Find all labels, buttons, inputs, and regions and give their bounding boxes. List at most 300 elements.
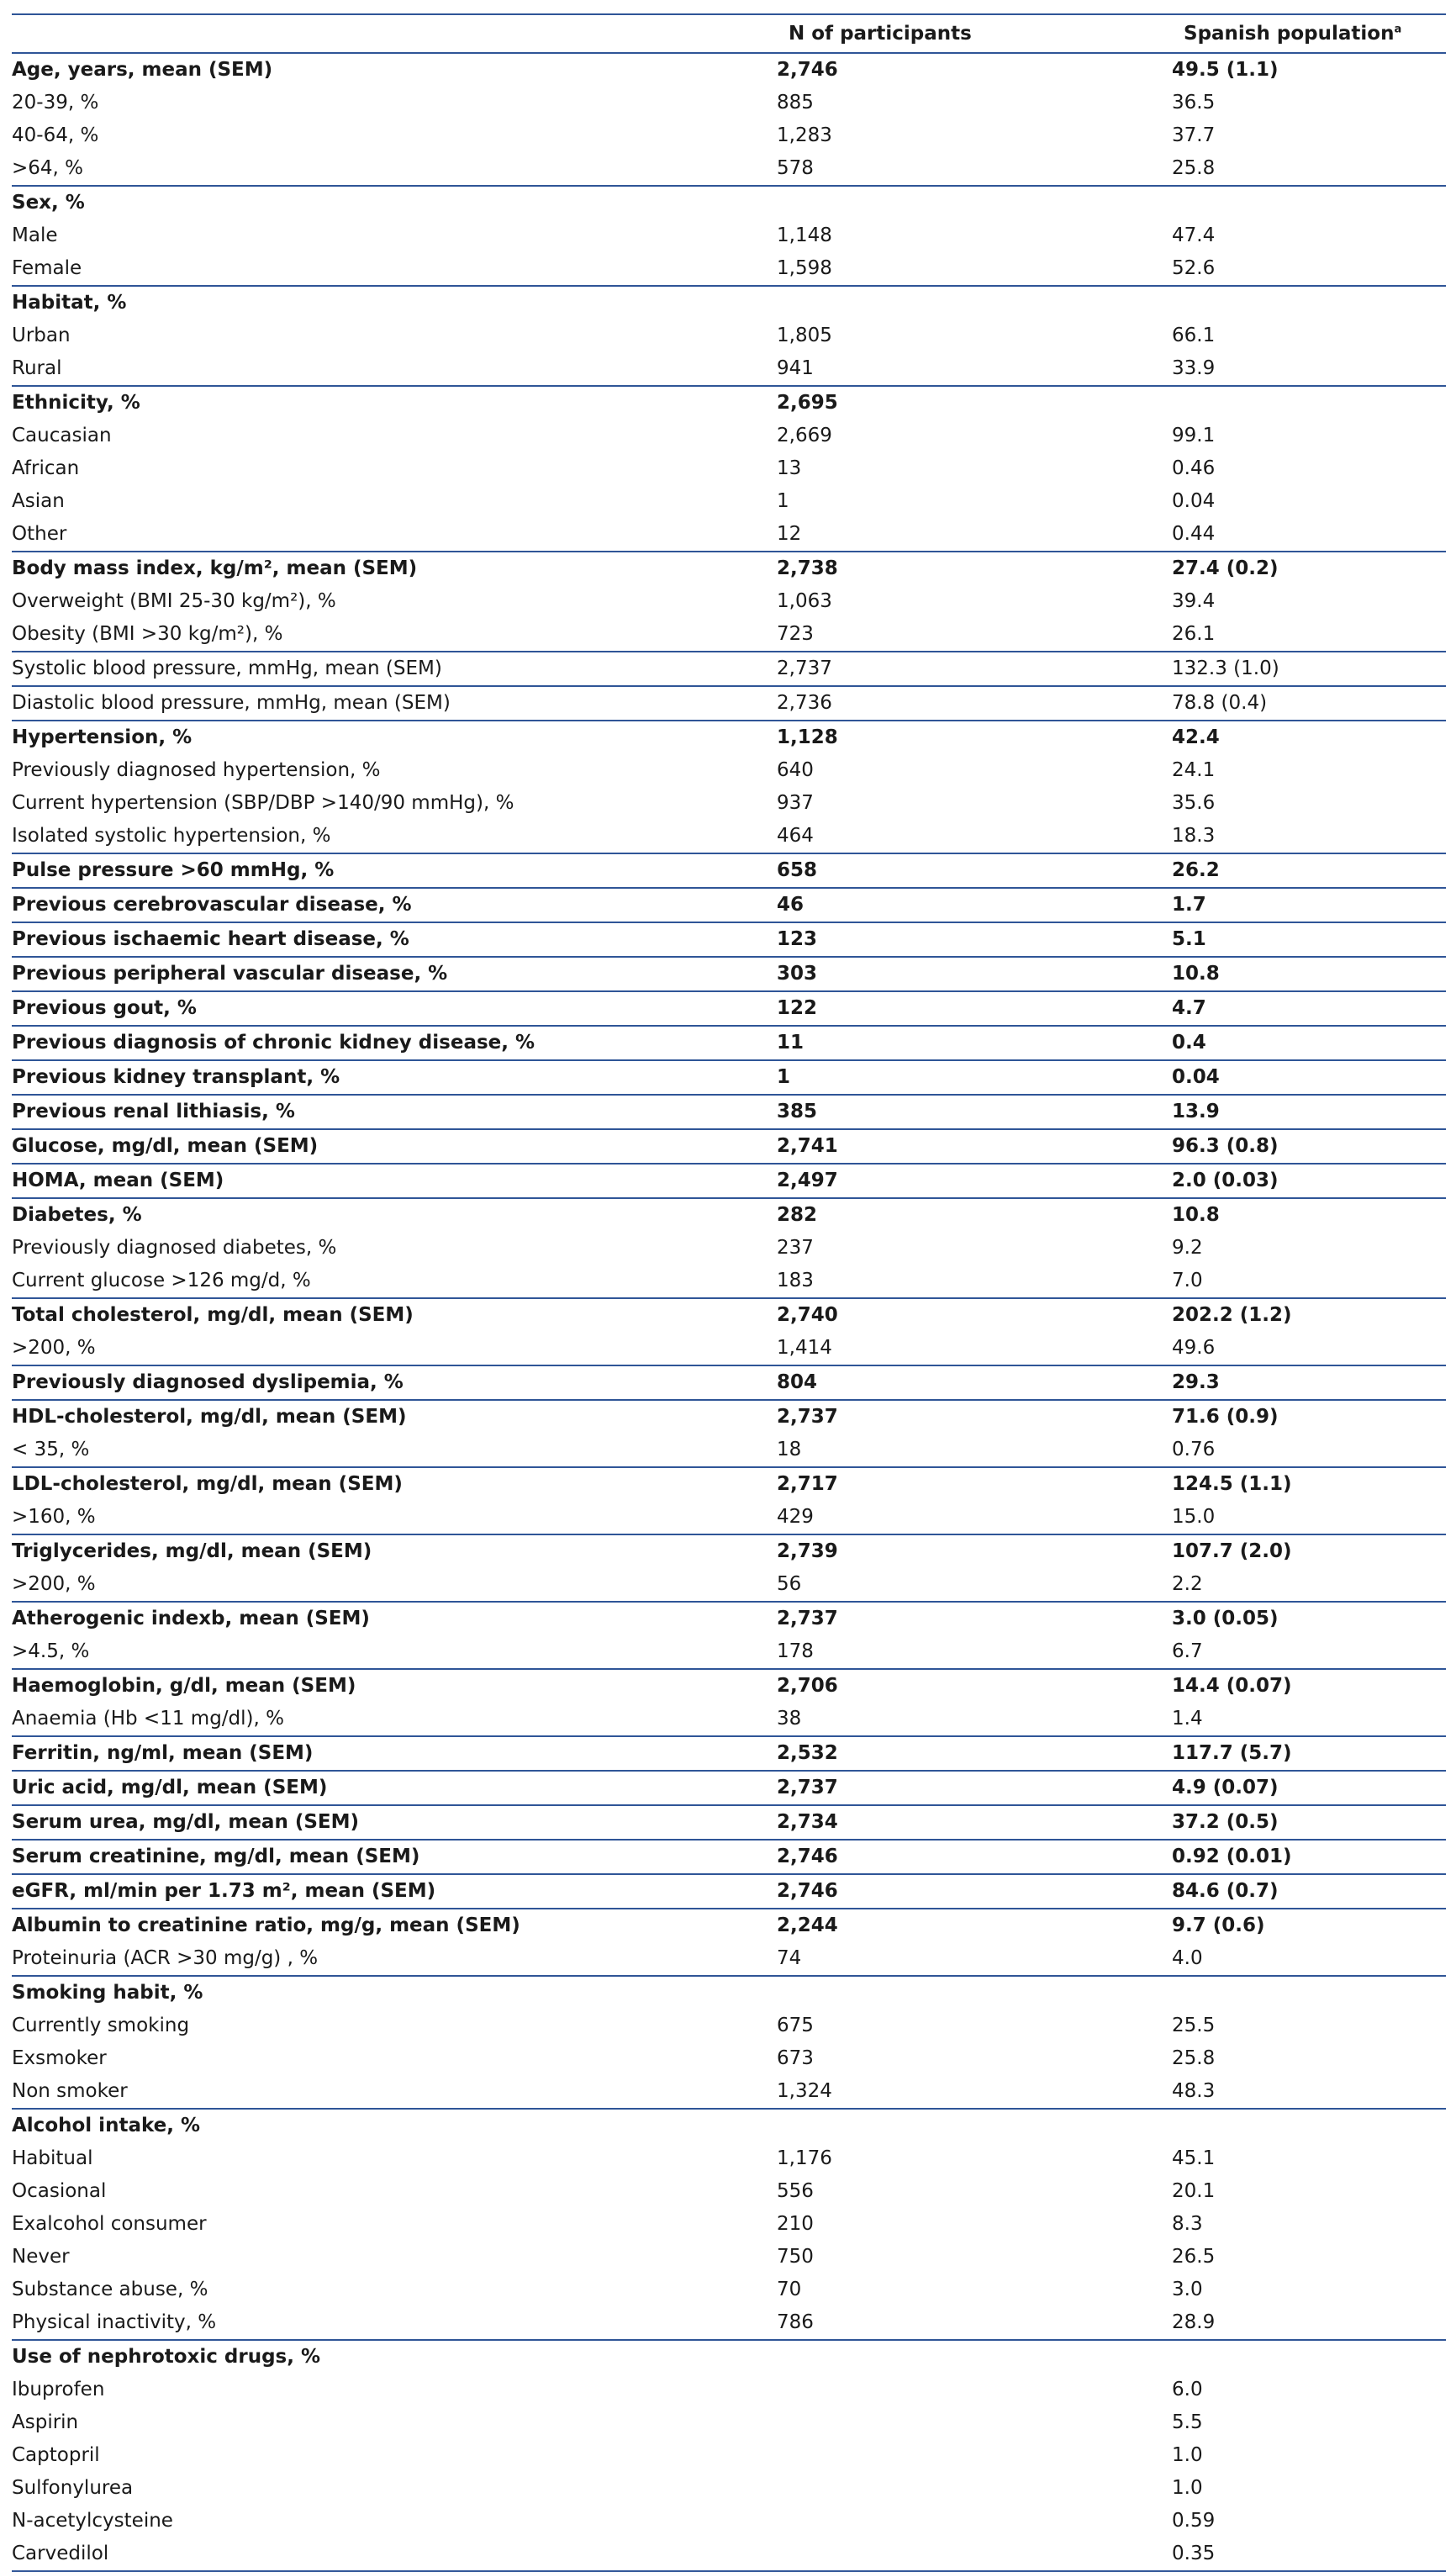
row-label: Alcohol intake, %	[12, 2109, 777, 2142]
spanish-population-value: 7.0	[1172, 1270, 1203, 1291]
spanish-population-value: 13.9	[1172, 1095, 1446, 1129]
n-participants-value: 123	[777, 922, 1172, 957]
row-label: Previous kidney transplant, %	[12, 1060, 777, 1095]
row-label: Proteinuria (ACR >30 mg/g) , %	[12, 1947, 319, 1969]
spanish-population-value: 78.8 (0.4)	[1172, 686, 1446, 721]
row-label: Habitat, %	[12, 286, 777, 320]
spanish-population-value: 26.1	[1172, 623, 1216, 645]
n-participants-value: 1,805	[777, 325, 832, 346]
row-label: Captopril	[12, 2444, 100, 2466]
row-label: Habitual	[12, 2147, 93, 2169]
spanish-population-value	[1172, 386, 1446, 420]
row-label: 20-39, %	[12, 92, 99, 114]
n-participants-value: 2,737	[777, 652, 1172, 686]
table-row	[12, 1026, 1446, 1060]
n-participants-value: 2,737	[777, 1602, 1172, 1635]
row-label: Ocasional	[12, 2180, 107, 2202]
n-participants-value: 2,497	[777, 1164, 1172, 1198]
row-label: Physical inactivity, %	[12, 2311, 217, 2333]
table-row	[12, 618, 1446, 652]
table-row	[12, 1635, 1446, 1669]
table-row	[12, 352, 1446, 386]
n-participants-value: 1	[777, 1060, 1172, 1095]
table-row	[12, 252, 1446, 286]
spanish-population-value: 6.7	[1172, 1640, 1203, 1662]
spanish-population-value: 96.3 (0.8)	[1172, 1129, 1446, 1164]
n-participants-value: 18	[777, 1439, 802, 1460]
row-label: N-acetylcysteine	[12, 2510, 173, 2532]
spanish-population-value: 35.6	[1172, 792, 1216, 814]
table-row	[12, 820, 1446, 853]
table-row	[12, 2538, 1446, 2571]
spanish-population-value: 49.5 (1.1)	[1172, 59, 1279, 81]
n-participants-value	[777, 2538, 1172, 2571]
table-row	[12, 1365, 1446, 1400]
spanish-population-value: 10.8	[1172, 957, 1446, 991]
row-label: HDL-cholesterol, mg/dl, mean (SEM)	[12, 1400, 777, 1434]
row-label: Overweight (BMI 25-30 kg/m²), %	[12, 590, 336, 612]
spanish-population-value: 9.2	[1172, 1237, 1203, 1259]
table-row	[12, 1298, 1446, 1332]
n-participants-value: 2,717	[777, 1467, 1172, 1501]
n-participants-value	[777, 2340, 1172, 2374]
table-row	[12, 119, 1446, 152]
table-row	[12, 1602, 1446, 1635]
row-label: Previous peripheral vascular disease, %	[12, 957, 777, 991]
n-participants-value: 282	[777, 1198, 1172, 1232]
spanish-population-value: 1.4	[1172, 1708, 1203, 1730]
spanish-population-value: 10.8	[1172, 1198, 1446, 1232]
row-label: Carvedilol	[12, 2538, 777, 2571]
table-row	[12, 452, 1446, 485]
spanish-population-value: 99.1	[1172, 425, 1216, 446]
table-row	[12, 1164, 1446, 1198]
table-row	[12, 1976, 1446, 2010]
row-label: Systolic blood pressure, mmHg, mean (SEM)	[12, 652, 777, 686]
n-participants-value: 2,740	[777, 1298, 1172, 1332]
row-label: Substance abuse, %	[12, 2279, 208, 2300]
table-row	[12, 585, 1446, 618]
n-participants-value: 2,746	[777, 1840, 1172, 1874]
n-participants-value: 2,741	[777, 1129, 1172, 1164]
table-row	[12, 420, 1446, 452]
table-row	[12, 1736, 1446, 1771]
spanish-population-value: 8.3	[1172, 2213, 1203, 2235]
header-label-column	[12, 14, 777, 53]
table-row	[12, 1942, 1446, 1976]
header-row	[12, 14, 1446, 53]
n-participants-value	[777, 1976, 1172, 2010]
spanish-population-value: 6.0	[1172, 2379, 1203, 2400]
table-row	[12, 991, 1446, 1026]
spanish-population-value: 20.1	[1172, 2180, 1216, 2202]
table-row	[12, 2406, 1446, 2439]
table-row	[12, 1400, 1446, 1434]
row-label: Previously diagnosed dyslipemia, %	[12, 1365, 777, 1400]
n-participants-value: 1,598	[777, 257, 832, 279]
spanish-population-value: 48.3	[1172, 2080, 1216, 2102]
row-label: Rural	[12, 357, 62, 379]
spanish-population-value: 24.1	[1172, 759, 1216, 781]
table-row	[12, 2075, 1446, 2109]
table-row	[12, 2241, 1446, 2274]
characteristics-table	[12, 13, 1446, 2572]
n-participants-value: 640	[777, 759, 814, 781]
spanish-population-value: 52.6	[1172, 257, 1216, 279]
spanish-population-value: 107.7 (2.0)	[1172, 1534, 1446, 1568]
table-row	[12, 1534, 1446, 1568]
table-row	[12, 922, 1446, 957]
n-participants-value: 658	[777, 853, 1172, 888]
n-participants-value	[777, 286, 1172, 320]
spanish-population-value: 26.2	[1172, 853, 1446, 888]
row-label: Previous ischaemic heart disease, %	[12, 922, 777, 957]
table-row	[12, 1501, 1446, 1534]
row-label: Uric acid, mg/dl, mean (SEM)	[12, 1771, 777, 1805]
table-row	[12, 2306, 1446, 2340]
n-participants-value: 2,739	[777, 1534, 1172, 1568]
spanish-population-value: 25.8	[1172, 2047, 1216, 2069]
table-row	[12, 2274, 1446, 2306]
table-row	[12, 2175, 1446, 2208]
n-participants-value: 2,244	[777, 1909, 1172, 1942]
row-label: Caucasian	[12, 425, 112, 446]
table-header	[12, 14, 1446, 53]
row-label: Previous gout, %	[12, 991, 777, 1026]
n-participants-value: 46	[777, 888, 1172, 922]
n-participants-value	[777, 2406, 1172, 2439]
n-participants-value: 429	[777, 1506, 814, 1528]
row-label: Atherogenic indexb, mean (SEM)	[12, 1602, 777, 1635]
row-label: Male	[12, 224, 58, 246]
table-row	[12, 1232, 1446, 1265]
row-label: Current hypertension (SBP/DBP >140/90 mmHg), %	[12, 792, 514, 814]
n-participants-value: 2,737	[777, 1400, 1172, 1434]
n-participants-value: 2,746	[777, 1874, 1172, 1909]
table-row	[12, 219, 1446, 252]
n-participants-value: 2,695	[777, 386, 1172, 420]
row-label: Non smoker	[12, 2080, 128, 2102]
n-participants-value: 11	[777, 1026, 1172, 1060]
n-participants-value: 2,734	[777, 1805, 1172, 1840]
spanish-population-value: 37.2 (0.5)	[1172, 1805, 1446, 1840]
row-label: Previously diagnosed hypertension, %	[12, 759, 381, 781]
n-participants-value: 1,128	[777, 721, 1172, 754]
n-participants-value	[777, 2472, 1172, 2505]
n-participants-value: 1,063	[777, 590, 832, 612]
n-participants-value: 1,283	[777, 124, 832, 146]
n-participants-value: 2,738	[777, 552, 1172, 585]
table-row	[12, 787, 1446, 820]
spanish-population-value: 0.92 (0.01)	[1172, 1840, 1446, 1874]
n-participants-value: 56	[777, 1573, 802, 1595]
table-row	[12, 2472, 1446, 2505]
n-participants-value: 2,746	[777, 59, 838, 81]
spanish-population-value: 124.5 (1.1)	[1172, 1467, 1446, 1501]
n-participants-value: 2,532	[777, 1736, 1172, 1771]
n-participants-value: 937	[777, 792, 814, 814]
n-participants-value	[777, 2439, 1172, 2472]
table-row	[12, 2109, 1446, 2142]
row-label: Urban	[12, 325, 71, 346]
spanish-population-value	[1172, 186, 1446, 219]
table-row	[12, 1703, 1446, 1736]
n-participants-value: 13	[777, 457, 802, 479]
row-label: Serum creatinine, mg/dl, mean (SEM)	[12, 1840, 777, 1874]
n-participants-value: 941	[777, 357, 814, 379]
row-label: Sex, %	[12, 186, 777, 219]
row-label: Serum urea, mg/dl, mean (SEM)	[12, 1805, 777, 1840]
n-participants-value: 303	[777, 957, 1172, 991]
table-row	[12, 485, 1446, 518]
spanish-population-value: 9.7 (0.6)	[1172, 1909, 1446, 1942]
row-label: Diabetes, %	[12, 1198, 777, 1232]
n-participants-value	[777, 2374, 1172, 2406]
n-participants-value: 675	[777, 2015, 814, 2036]
spanish-population-value: 15.0	[1172, 1506, 1216, 1528]
n-participants-value	[777, 2109, 1172, 2142]
row-label: African	[12, 457, 80, 479]
spanish-population-value: 1.0	[1172, 2444, 1203, 2466]
row-label: Previous diagnosis of chronic kidney disease, %	[12, 1026, 777, 1060]
spanish-population-value: 0.46	[1172, 457, 1216, 479]
table-row	[12, 53, 1446, 87]
spanish-population-value: 0.76	[1172, 1439, 1216, 1460]
spanish-population-value: 36.5	[1172, 92, 1216, 114]
n-participants-value: 183	[777, 1270, 814, 1291]
spanish-population-value: 27.4 (0.2)	[1172, 552, 1446, 585]
n-participants-value: 1,324	[777, 2080, 832, 2102]
n-participants-value: 2,736	[777, 686, 1172, 721]
n-participants-value: 2,706	[777, 1669, 1172, 1703]
row-label: >160, %	[12, 1506, 96, 1528]
table-row	[12, 1568, 1446, 1602]
row-label: Previous renal lithiasis, %	[12, 1095, 777, 1129]
table-row	[12, 320, 1446, 352]
spanish-population-value: 3.0 (0.05)	[1172, 1602, 1446, 1635]
spanish-population-value: 132.3 (1.0)	[1172, 652, 1446, 686]
spanish-population-value: 71.6 (0.9)	[1172, 1400, 1446, 1434]
n-participants-value: 1,414	[777, 1337, 832, 1359]
header-spanish-footnote-mark: a	[1394, 23, 1402, 36]
row-label: Obesity (BMI >30 kg/m²), %	[12, 623, 283, 645]
table-row	[12, 2439, 1446, 2472]
row-label: Haemoglobin, g/dl, mean (SEM)	[12, 1669, 777, 1703]
table-row	[12, 2340, 1446, 2374]
spanish-population-value: 4.9 (0.07)	[1172, 1771, 1446, 1805]
table-row	[12, 2505, 1446, 2538]
n-participants-value: 385	[777, 1095, 1172, 1129]
row-label: >200, %	[12, 1337, 96, 1359]
row-label: Use of nephrotoxic drugs, %	[12, 2340, 777, 2374]
table-row	[12, 1198, 1446, 1232]
table-row	[12, 888, 1446, 922]
spanish-population-value: 49.6	[1172, 1337, 1216, 1359]
n-participants-value: 210	[777, 2213, 814, 2235]
spanish-population-value: 26.5	[1172, 2246, 1216, 2268]
spanish-population-value: 3.0	[1172, 2279, 1203, 2300]
n-participants-value: 237	[777, 1237, 814, 1259]
row-label: Sulfonylurea	[12, 2477, 134, 2499]
header-n-participants: N of participants	[777, 14, 1172, 53]
table-row	[12, 1095, 1446, 1129]
spanish-population-value: 0.04	[1172, 1060, 1446, 1095]
n-participants-value: 464	[777, 825, 814, 847]
table-row	[12, 652, 1446, 686]
table-row	[12, 1434, 1446, 1467]
spanish-population-value: 45.1	[1172, 2147, 1216, 2169]
row-label: LDL-cholesterol, mg/dl, mean (SEM)	[12, 1467, 777, 1501]
table-row	[12, 957, 1446, 991]
spanish-population-value: 202.2 (1.2)	[1172, 1298, 1446, 1332]
table-row	[12, 1909, 1446, 1942]
spanish-population-value: 18.3	[1172, 825, 1216, 847]
spanish-population-value: 14.4 (0.07)	[1172, 1669, 1446, 1703]
spanish-population-value: 33.9	[1172, 357, 1216, 379]
n-participants-value: 12	[777, 523, 802, 545]
n-participants-value: 178	[777, 1640, 814, 1662]
spanish-population-value: 1.7	[1172, 888, 1446, 922]
n-participants-value: 1,176	[777, 2147, 832, 2169]
row-label: Albumin to creatinine ratio, mg/g, mean (SEM)	[12, 1909, 777, 1942]
row-label: Body mass index, kg/m², mean (SEM)	[12, 552, 777, 585]
row-label: Ethnicity, %	[12, 386, 777, 420]
spanish-population-value: 0.4	[1172, 1026, 1446, 1060]
n-participants-value: 2,737	[777, 1771, 1172, 1805]
spanish-population-value	[1172, 286, 1446, 320]
row-label: < 35, %	[12, 1439, 90, 1460]
row-label: Ferritin, ng/ml, mean (SEM)	[12, 1736, 777, 1771]
table-row	[12, 2374, 1446, 2406]
table-row	[12, 2208, 1446, 2241]
table-row	[12, 552, 1446, 585]
table-row	[12, 518, 1446, 552]
row-label: >200, %	[12, 1573, 96, 1595]
row-label: Ibuprofen	[12, 2379, 105, 2400]
n-participants-value: 2,669	[777, 425, 832, 446]
table-row	[12, 754, 1446, 787]
n-participants-value: 1	[777, 490, 789, 512]
table-row	[12, 2042, 1446, 2075]
table-row	[12, 1060, 1446, 1095]
table-row	[12, 1840, 1446, 1874]
n-participants-value: 38	[777, 1708, 802, 1730]
spanish-population-value: 47.4	[1172, 224, 1216, 246]
spanish-population-value: 66.1	[1172, 325, 1216, 346]
row-label: Total cholesterol, mg/dl, mean (SEM)	[12, 1298, 777, 1332]
table-row	[12, 1332, 1446, 1365]
row-label: Diastolic blood pressure, mmHg, mean (SEM)	[12, 686, 777, 721]
table-row	[12, 152, 1446, 186]
spanish-population-value	[1172, 1976, 1446, 2010]
table-row	[12, 386, 1446, 420]
n-participants-value: 673	[777, 2047, 814, 2069]
n-participants-value: 723	[777, 623, 814, 645]
row-label: Triglycerides, mg/dl, mean (SEM)	[12, 1534, 777, 1568]
spanish-population-value: 25.8	[1172, 157, 1216, 179]
table-row	[12, 1467, 1446, 1501]
row-label: Previous cerebrovascular disease, %	[12, 888, 777, 922]
n-participants-value: 74	[777, 1947, 802, 1969]
n-participants-value: 804	[777, 1365, 1172, 1400]
spanish-population-value: 37.7	[1172, 124, 1216, 146]
row-label: Asian	[12, 490, 65, 512]
spanish-population-value	[1172, 2109, 1446, 2142]
row-label: Currently smoking	[12, 2015, 190, 2036]
row-label: Smoking habit, %	[12, 1976, 777, 2010]
spanish-population-value: 4.7	[1172, 991, 1446, 1026]
row-label: Previously diagnosed diabetes, %	[12, 1237, 337, 1259]
spanish-population-value: 117.7 (5.7)	[1172, 1736, 1446, 1771]
spanish-population-value: 0.59	[1172, 2510, 1216, 2532]
row-label: Glucose, mg/dl, mean (SEM)	[12, 1129, 777, 1164]
spanish-population-value: 84.6 (0.7)	[1172, 1874, 1446, 1909]
n-participants-value: 750	[777, 2246, 814, 2268]
row-label: Exsmoker	[12, 2047, 107, 2069]
table-row	[12, 2142, 1446, 2175]
spanish-population-value: 0.44	[1172, 523, 1216, 545]
spanish-population-value	[1172, 2340, 1446, 2374]
row-label: Pulse pressure >60 mmHg, %	[12, 853, 777, 888]
n-participants-value: 70	[777, 2279, 802, 2300]
row-label: Hypertension, %	[12, 721, 777, 754]
spanish-population-value: 39.4	[1172, 590, 1216, 612]
spanish-population-value: 1.0	[1172, 2477, 1203, 2499]
row-label: Other	[12, 523, 67, 545]
spanish-population-value: 42.4	[1172, 721, 1446, 754]
spanish-population-value: 2.0 (0.03)	[1172, 1164, 1446, 1198]
n-participants-value: 578	[777, 157, 814, 179]
table-body	[12, 53, 1446, 2571]
spanish-population-value: 25.5	[1172, 2015, 1216, 2036]
table-row	[12, 1771, 1446, 1805]
table-row	[12, 186, 1446, 219]
header-spanish-population	[1172, 14, 1446, 53]
spanish-population-value: 5.1	[1172, 922, 1446, 957]
n-participants-value: 786	[777, 2311, 814, 2333]
table-row	[12, 686, 1446, 721]
row-label: Age, years, mean (SEM)	[12, 59, 273, 81]
row-label: Aspirin	[12, 2411, 79, 2433]
row-label: Female	[12, 257, 82, 279]
n-participants-value: 556	[777, 2180, 814, 2202]
spanish-population-value: 4.0	[1172, 1947, 1203, 1969]
table-row	[12, 2010, 1446, 2042]
n-participants-value: 885	[777, 92, 814, 114]
spanish-population-value: 0.04	[1172, 490, 1216, 512]
table-row	[12, 87, 1446, 119]
row-label: 40-64, %	[12, 124, 99, 146]
row-label: Exalcohol consumer	[12, 2213, 207, 2235]
table-row	[12, 721, 1446, 754]
table-row	[12, 1874, 1446, 1909]
n-participants-value	[777, 2505, 1172, 2538]
spanish-population-value: 2.2	[1172, 1573, 1203, 1595]
row-label: Never	[12, 2246, 70, 2268]
spanish-population-value: 29.3	[1172, 1365, 1446, 1400]
row-label: Anaemia (Hb <11 mg/dl), %	[12, 1708, 284, 1730]
table-row	[12, 1129, 1446, 1164]
table-row	[12, 1265, 1446, 1298]
table-row	[12, 1805, 1446, 1840]
table-row	[12, 853, 1446, 888]
n-participants-value: 122	[777, 991, 1172, 1026]
spanish-population-value: 0.35	[1172, 2538, 1446, 2571]
table-row	[12, 1669, 1446, 1703]
table-row	[12, 286, 1446, 320]
row-label: Isolated systolic hypertension, %	[12, 825, 331, 847]
n-participants-value: 1,148	[777, 224, 832, 246]
